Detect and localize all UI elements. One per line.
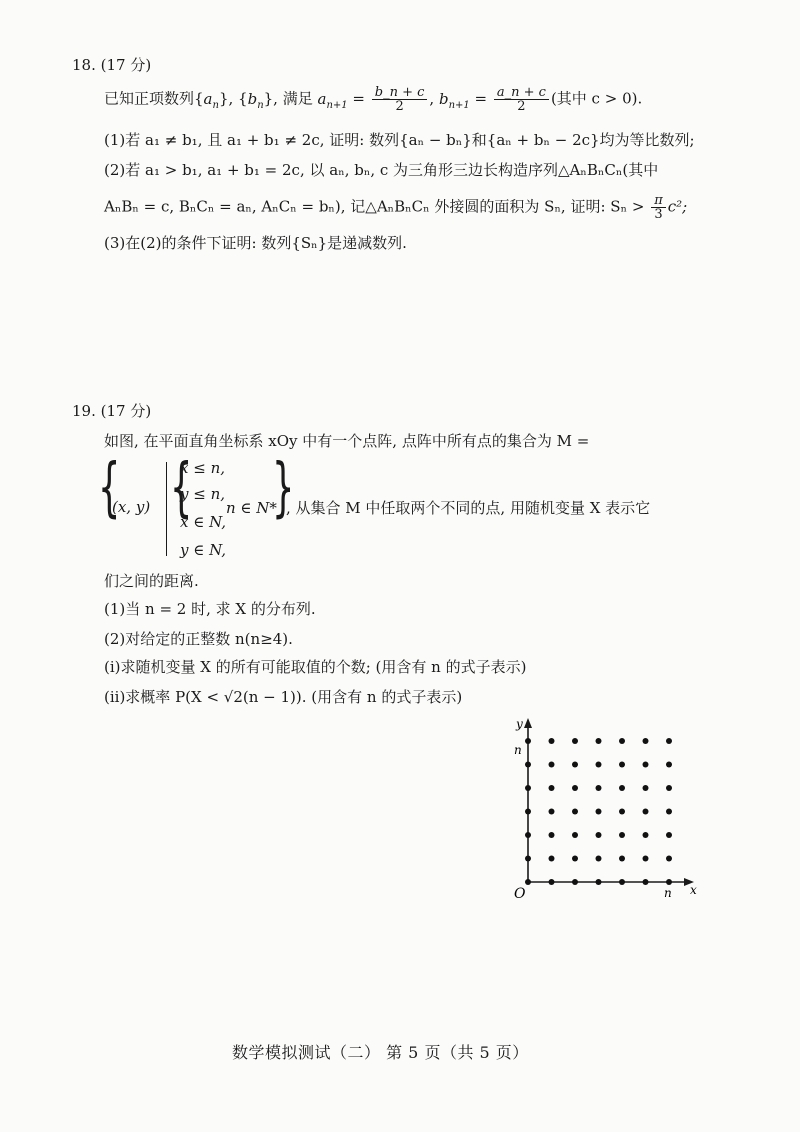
lattice-point (619, 785, 625, 791)
lattice-point (525, 832, 531, 838)
lattice-point (572, 856, 578, 862)
lattice-point (525, 856, 531, 862)
condition-n: n ∈ N* (226, 499, 277, 517)
lattice-point (596, 856, 602, 862)
dot-lattice-figure (500, 712, 710, 908)
lattice-point (572, 762, 578, 768)
q18-intro: 已知正项数列$\{a_n\}$, $\{b_n\}$, 满足 $a_{n+1}$ = $\frac{b\_n + c}{2}$ , $b_{n+1}$ = $\frac{a\_n + c}{2}$ (其中 c > 0). (104, 85, 643, 114)
lattice-point (549, 879, 555, 885)
lattice-point (666, 762, 672, 768)
q18-header: 18. (17 分) (72, 56, 152, 74)
lattice-point (572, 832, 578, 838)
set-element: (x, y) (112, 498, 151, 516)
lattice-point (596, 809, 602, 815)
q18-part2-line2: AₙBₙ = c, BₙCₙ = aₙ, AₙCₙ = bₙ), 记△AₙBₙCₙ 外接圆的面积为 Sₙ, 证明: Sₙ > $\frac{\pi}{3}$ c²; (104, 193, 688, 222)
lattice-point (572, 738, 578, 744)
lattice-point (549, 832, 555, 838)
lattice-point (549, 809, 555, 815)
q18-fraction-1: $\frac{b\_n + c}{2}$ (372, 86, 428, 113)
x-axis-label: x (690, 883, 697, 897)
lattice-point (619, 809, 625, 815)
q19-part1: (1)当 n = 2 时, 求 X 的分布列. (104, 600, 316, 618)
lattice-point (525, 762, 531, 768)
lattice-point (525, 809, 531, 815)
condition-1: x ≤ n, (180, 459, 225, 477)
lattice-point (596, 785, 602, 791)
lattice-point (643, 832, 649, 838)
lattice-point (572, 879, 578, 885)
lattice-point (596, 832, 602, 838)
lattice-point (619, 832, 625, 838)
origin-label: O (514, 886, 526, 902)
set-tail-text: , 从集合 M 中任取两个不同的点, 用随机变量 X 表示它 (286, 499, 651, 517)
q19-intro: 如图, 在平面直角坐标系 xOy 中有一个点阵, 点阵中所有点的集合为 M = (104, 432, 590, 450)
lattice-point (666, 879, 672, 885)
lattice-point (643, 738, 649, 744)
q19-intro-cont: 们之间的距离. (104, 572, 199, 590)
lattice-point (643, 856, 649, 862)
lattice-point (643, 879, 649, 885)
lattice-point (596, 879, 602, 885)
lattice-point (666, 832, 672, 838)
lattice-point (572, 785, 578, 791)
lattice-point (619, 856, 625, 862)
q18-fraction-2: $\frac{a\_n + c}{2}$ (494, 86, 549, 113)
lattice-point (596, 762, 602, 768)
lattice-point (643, 762, 649, 768)
left-curly-brace: { (98, 451, 121, 525)
lattice-point (643, 809, 649, 815)
lattice-point (549, 738, 555, 744)
q19-header: 19. (17 分) (72, 402, 152, 420)
x-tick-label: n (664, 886, 672, 900)
y-axis-label: y (516, 717, 523, 731)
lattice-point (549, 762, 555, 768)
lattice-point (619, 762, 625, 768)
lattice-point (666, 785, 672, 791)
q18-part3: (3)在(2)的条件下证明: 数列{Sₙ}是递减数列. (104, 234, 407, 252)
q18-part2-line1: (2)若 a₁ > b₁, a₁ + b₁ = 2c, 以 aₙ, bₙ, c 为三角形三边长构造序列△AₙBₙCₙ(其中 (104, 161, 659, 179)
lattice-point (596, 738, 602, 744)
y-axis-arrow-icon (524, 718, 532, 728)
q19-part2-i: (i)求随机变量 X 的所有可能取值的个数; (用含有 n 的式子表示) (104, 658, 527, 676)
lattice-point (525, 738, 531, 744)
lattice-point (666, 809, 672, 815)
lattice-point (666, 738, 672, 744)
lattice-point (619, 738, 625, 744)
lattice-point (643, 785, 649, 791)
lattice-point (549, 856, 555, 862)
q19-part2-ii: (ii)求概率 P(X < √2(n − 1)). (用含有 n 的式子表示) (104, 688, 463, 706)
lattice-point (525, 785, 531, 791)
y-tick-label: n (514, 743, 522, 757)
condition-4: y ∈ N, (180, 541, 227, 559)
q19-part2: (2)对给定的正整数 n(n≥4). (104, 630, 293, 648)
lattice-point (619, 879, 625, 885)
condition-3: x ∈ N, (180, 513, 227, 531)
inner-curly-brace: { (170, 451, 193, 525)
lattice-point (666, 856, 672, 862)
lattice-point (525, 879, 531, 885)
page-footer: 数学模拟测试（二） 第 5 页（共 5 页） (232, 1043, 529, 1062)
set-divider (166, 462, 167, 556)
condition-2: y ≤ n, (180, 485, 226, 503)
q18-part1: (1)若 a₁ ≠ b₁, 且 a₁ + b₁ ≠ 2c, 证明: 数列{aₙ − bₙ}和{aₙ + bₙ − 2c}均为等比数列; (104, 131, 695, 149)
lattice-point (549, 785, 555, 791)
q18-pi-fraction: $\frac{\pi}{3}$ (651, 194, 666, 221)
right-curly-brace: } (272, 451, 295, 525)
lattice-point (572, 809, 578, 815)
